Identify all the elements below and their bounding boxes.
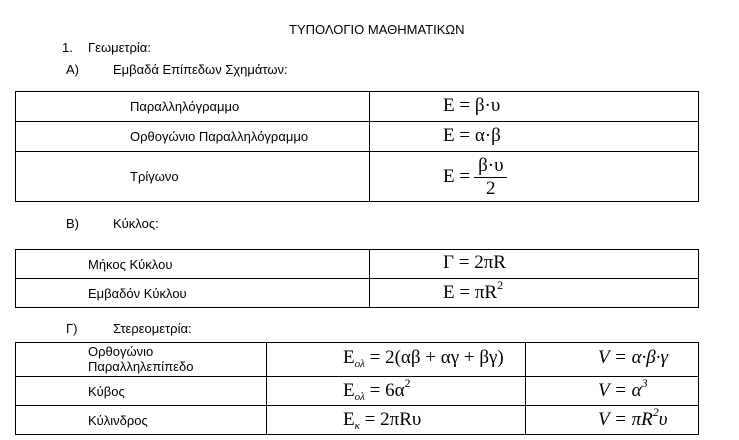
formula: Γ = 2πR — [443, 252, 506, 273]
table-row — [16, 250, 699, 279]
table-plane-areas — [15, 91, 699, 202]
formula: Ε = β·υ — [443, 95, 501, 116]
table-row — [16, 377, 699, 406]
table-row — [16, 406, 699, 435]
solid-name: Κύβος — [88, 384, 125, 399]
table-row — [16, 122, 699, 152]
formula-exponent: 2 — [497, 278, 504, 292]
measure-name: Εμβαδόν Κύκλου — [88, 286, 187, 301]
surface-symbol: Ε — [343, 347, 355, 368]
part-a-heading: Εμβαδά Επίπεδων Σχημάτων: — [113, 62, 288, 77]
fraction-denominator: 2 — [486, 177, 496, 199]
volume-tail: υ — [658, 409, 668, 430]
part-a-letter: Α) — [66, 62, 79, 77]
table-row — [16, 92, 699, 122]
surface-subscript: ολ — [354, 391, 365, 403]
surface-subscript: κ — [354, 420, 360, 432]
formula-lhs: Ε = — [443, 166, 471, 187]
surface-rhs: = 2(αβ + αγ + βγ) — [369, 347, 504, 368]
solid-name: Κύλινδρος — [88, 413, 148, 428]
surface-exponent: 2 — [404, 376, 411, 390]
surface-subscript: ολ — [354, 358, 365, 370]
surface-formula — [343, 376, 411, 403]
formula-base: Ε = πR — [443, 282, 498, 303]
table-circle — [15, 249, 699, 308]
solid-name — [88, 344, 193, 374]
table-row — [16, 279, 699, 308]
surface-formula — [343, 409, 421, 431]
solid-name-line1: Ορθογώνιο — [88, 344, 154, 359]
surface-formula — [343, 347, 504, 369]
formula: Ε = α·β — [443, 125, 501, 146]
volume-formula — [598, 376, 648, 402]
table-row — [16, 152, 699, 202]
solid-name-line2: Παραλληλεπίπεδο — [88, 359, 194, 374]
volume-formula — [598, 405, 668, 431]
measure-name: Μήκος Κύκλου — [88, 257, 173, 272]
surface-symbol: Ε — [343, 380, 355, 401]
surface-rhs: = 2πRυ — [364, 409, 422, 430]
section-number: 1. — [62, 40, 73, 55]
shape-name: Ορθογώνιο Παραλληλόγραμμο — [130, 129, 309, 144]
part-b-letter: Β) — [66, 216, 79, 231]
part-b-heading: Κύκλος: — [113, 216, 159, 231]
volume-exponent: 2 — [652, 405, 659, 419]
formula — [443, 278, 504, 304]
part-c-heading: Στερεομετρία: — [113, 321, 192, 336]
volume-formula: V = α·β·γ — [598, 347, 669, 368]
volume-base: V = α — [598, 380, 642, 401]
volume-base: V = πR — [598, 409, 653, 430]
table-solids — [15, 342, 699, 435]
part-c-letter: Γ) — [66, 321, 78, 336]
shape-name: Τρίγωνο — [130, 169, 179, 184]
shape-name: Παραλληλόγραμμο — [130, 99, 240, 114]
table-row — [16, 343, 699, 377]
surface-symbol: Ε — [343, 409, 355, 430]
document-title: ΤΥΠΟΛΟΓΙΟ ΜΑΘΗΜΑΤΙΚΩΝ — [289, 22, 465, 37]
volume-exponent: 3 — [641, 376, 648, 390]
fraction — [474, 155, 507, 200]
fraction-numerator: β·υ — [474, 155, 507, 178]
section-heading-geometry: Γεωμετρία: — [88, 40, 151, 55]
formula-fraction — [443, 154, 507, 200]
surface-rhs: = 6α — [369, 380, 405, 401]
